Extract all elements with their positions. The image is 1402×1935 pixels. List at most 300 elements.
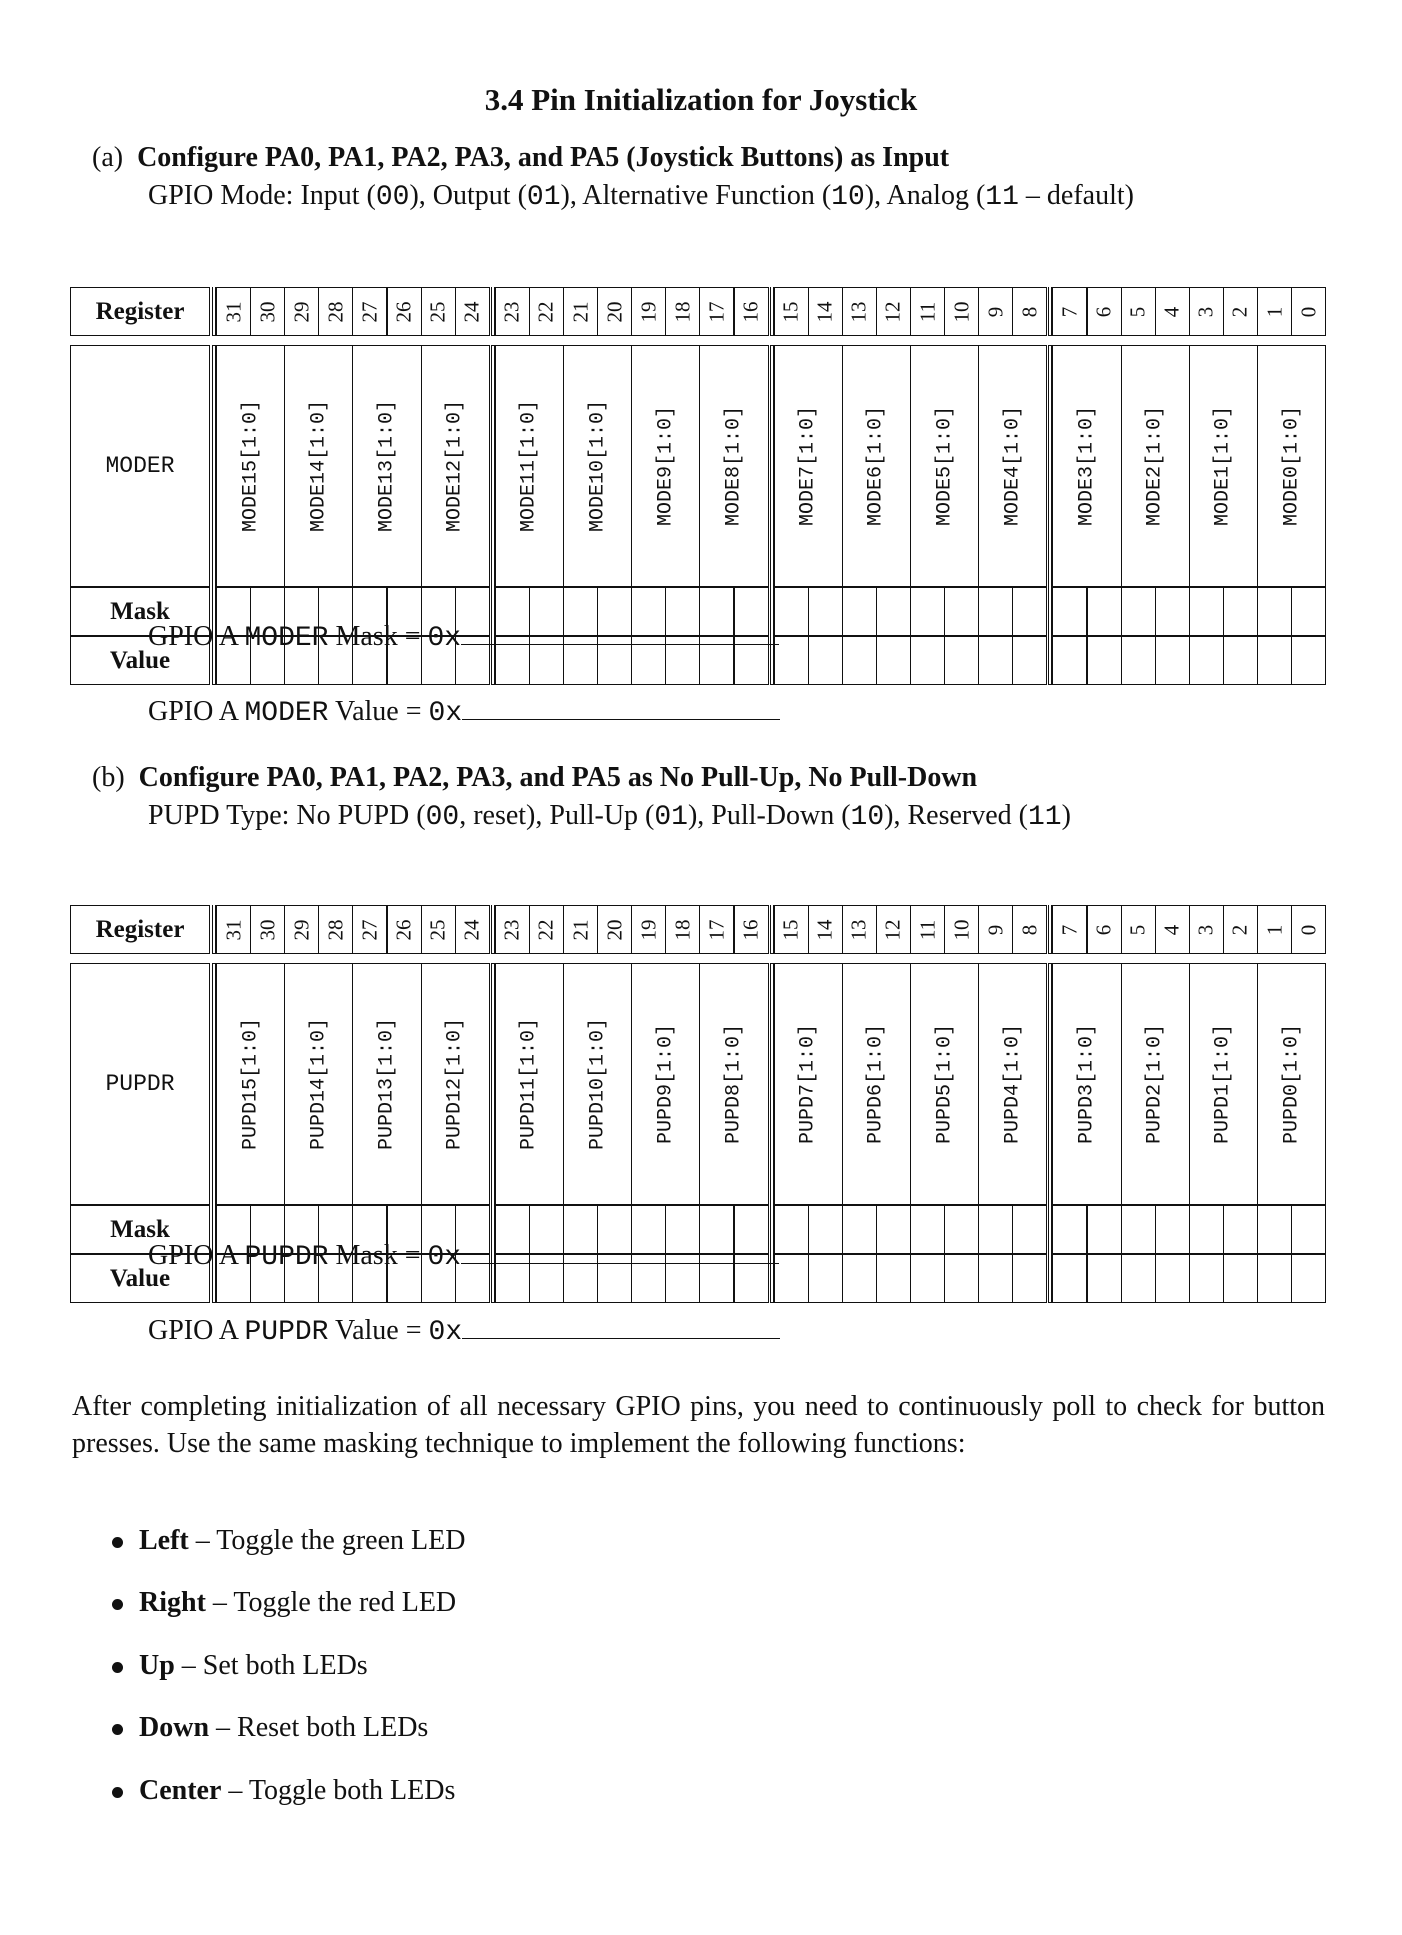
value-bit-cell[interactable] xyxy=(1121,636,1156,685)
mask-bit-cell[interactable] xyxy=(1121,1205,1156,1254)
label: Mask = xyxy=(328,621,428,652)
code: 11 xyxy=(985,182,1019,213)
bit-number: 1 xyxy=(1262,924,1287,935)
bit-number: 15 xyxy=(778,919,803,940)
note-text: ), Reserved ( xyxy=(884,800,1028,831)
bit-number-cell xyxy=(631,287,666,336)
field-cell xyxy=(421,345,490,587)
value-bit-cell[interactable] xyxy=(944,1254,979,1303)
field-cell xyxy=(774,963,843,1205)
double-rule xyxy=(770,905,774,954)
mask-bit-cell[interactable] xyxy=(910,1205,945,1254)
desc: – Reset both LEDs xyxy=(209,1712,429,1743)
label: GPIO A xyxy=(148,1315,245,1346)
field-cell xyxy=(1189,345,1258,587)
field-cell xyxy=(1052,345,1121,587)
field-cell xyxy=(842,345,911,587)
field-name: MODE9[1:0] xyxy=(654,405,678,527)
bit-number: 6 xyxy=(1091,924,1116,935)
bit-number-cell xyxy=(978,287,1013,336)
bit-number-cell xyxy=(1189,905,1224,954)
bit-number: 23 xyxy=(499,301,524,322)
bit-number: 20 xyxy=(602,919,627,940)
field-cell xyxy=(216,345,285,587)
list-item xyxy=(112,1712,428,1744)
bit-number: 1 xyxy=(1262,306,1287,317)
field-cell xyxy=(910,963,979,1205)
mask-bit-cell[interactable] xyxy=(944,587,979,636)
code: 01 xyxy=(526,182,561,213)
field-cell xyxy=(495,963,564,1205)
bullet-icon xyxy=(112,1599,123,1610)
value-bit-cell[interactable] xyxy=(1223,1254,1258,1303)
value-bit-cell[interactable] xyxy=(1257,636,1292,685)
field-name: MODE2[1:0] xyxy=(1143,405,1167,527)
hex-prefix: 0x xyxy=(428,698,463,729)
bit-number: 24 xyxy=(459,919,484,940)
bit-number-cell xyxy=(1189,287,1224,336)
value-bit-cell[interactable] xyxy=(1012,1254,1047,1303)
bit-number-cell xyxy=(808,287,843,336)
mask-bit-cell[interactable] xyxy=(1291,1205,1326,1254)
mask-bit-cell[interactable] xyxy=(978,1205,1013,1254)
double-rule xyxy=(491,287,495,336)
bit-number: 8 xyxy=(1017,924,1042,935)
value-bit-cell[interactable] xyxy=(1155,1254,1190,1303)
value-bit-cell[interactable] xyxy=(1121,1254,1156,1303)
term: Up xyxy=(139,1650,175,1681)
bit-number-cell xyxy=(944,287,979,336)
field-name: MODE15[1:0] xyxy=(239,399,263,533)
hex-prefix: 0x xyxy=(428,1317,463,1348)
bit-number: 26 xyxy=(391,301,416,322)
field-name: PUPD14[1:0] xyxy=(307,1017,331,1151)
mask-blank-field[interactable] xyxy=(461,618,779,645)
value-bit-cell[interactable] xyxy=(1155,636,1190,685)
bit-number-cell xyxy=(421,287,456,336)
term: Right xyxy=(139,1587,206,1618)
gpio-mode-note xyxy=(148,180,1134,213)
list-item xyxy=(112,1775,455,1807)
field-name: PUPD11[1:0] xyxy=(517,1017,541,1151)
double-rule xyxy=(770,287,774,336)
register-name: MODER xyxy=(244,698,329,729)
note-text: , reset), Pull-Up ( xyxy=(459,800,655,831)
value-bit-cell[interactable] xyxy=(1189,1254,1224,1303)
note-text: – default) xyxy=(1018,180,1134,211)
field-name: MODE0[1:0] xyxy=(1280,405,1304,527)
bit-number: 22 xyxy=(533,919,558,940)
mask-bit-cell[interactable] xyxy=(910,587,945,636)
bit-number-cell xyxy=(699,905,734,954)
field-cell xyxy=(563,963,632,1205)
register-header: Register xyxy=(95,915,185,943)
value-bit-cell[interactable] xyxy=(876,1254,911,1303)
value-bit-cell[interactable] xyxy=(978,636,1013,685)
field-cell xyxy=(1121,345,1190,587)
register-name-cell xyxy=(70,345,210,587)
bit-number-cell xyxy=(387,905,422,954)
bit-number-cell xyxy=(529,287,564,336)
part-a-heading xyxy=(92,142,949,174)
double-rule xyxy=(212,905,216,954)
bit-number: 28 xyxy=(323,301,348,322)
mask-bit-cell[interactable] xyxy=(944,1205,979,1254)
value-blank-field[interactable] xyxy=(462,693,780,720)
mask-bit-cell[interactable] xyxy=(1012,587,1047,636)
mask-bit-cell[interactable] xyxy=(808,587,843,636)
bit-number: 24 xyxy=(459,301,484,322)
mask-bit-cell[interactable] xyxy=(1189,587,1224,636)
bit-number-cell xyxy=(318,905,353,954)
field-name: PUPD0[1:0] xyxy=(1280,1023,1304,1145)
value-label: Value xyxy=(109,1264,171,1292)
register-name: PUPDR xyxy=(105,1071,175,1097)
bit-number: 10 xyxy=(949,301,974,322)
bit-number-cell xyxy=(665,287,700,336)
bit-number-cell xyxy=(910,905,945,954)
bit-number-cell xyxy=(352,287,387,336)
label: Value = xyxy=(328,696,429,727)
pupdr-mask-answer xyxy=(148,1237,779,1273)
register-name: PUPDR xyxy=(244,1317,329,1348)
mask-label: Mask xyxy=(110,1215,170,1243)
list-item xyxy=(112,1650,368,1682)
bit-number-cell xyxy=(1121,905,1156,954)
bit-number: 0 xyxy=(1296,306,1321,317)
value-bit-cell[interactable] xyxy=(1087,636,1122,685)
bit-number: 21 xyxy=(568,301,593,322)
field-cell xyxy=(421,963,490,1205)
bit-number: 12 xyxy=(880,919,905,940)
bit-number: 11 xyxy=(915,301,940,322)
register-name-cell xyxy=(70,963,210,1205)
mask-bit-cell[interactable] xyxy=(876,587,911,636)
bit-number-cell xyxy=(699,287,734,336)
field-name: MODE6[1:0] xyxy=(864,405,888,527)
code: 01 xyxy=(654,802,688,833)
bit-number-cell xyxy=(1121,287,1156,336)
bit-number-cell xyxy=(1012,905,1047,954)
field-name: PUPD15[1:0] xyxy=(239,1017,263,1151)
value-bit-cell[interactable] xyxy=(876,636,911,685)
value-label: Value xyxy=(109,646,171,674)
bit-number: 18 xyxy=(670,919,695,940)
mask-bit-cell[interactable] xyxy=(1155,1205,1190,1254)
field-cell xyxy=(284,345,353,587)
field-name: PUPD2[1:0] xyxy=(1143,1023,1167,1145)
field-cell xyxy=(842,963,911,1205)
bit-number: 17 xyxy=(704,301,729,322)
bit-number-cell xyxy=(318,287,353,336)
value-bit-cell[interactable] xyxy=(808,1254,843,1303)
bit-number-cell xyxy=(597,287,632,336)
bit-number-cell xyxy=(597,905,632,954)
value-bit-cell[interactable] xyxy=(1291,636,1326,685)
bit-number-cell xyxy=(734,905,769,954)
value-bit-cell[interactable] xyxy=(1087,1254,1122,1303)
value-bit-cell[interactable] xyxy=(1223,636,1258,685)
bit-number: 5 xyxy=(1125,924,1150,935)
double-rule xyxy=(1048,905,1052,954)
field-name: MODE10[1:0] xyxy=(586,399,610,533)
bullet-icon xyxy=(112,1537,123,1548)
bit-number: 28 xyxy=(323,919,348,940)
bullet-icon xyxy=(112,1662,123,1673)
field-cell xyxy=(352,963,421,1205)
bit-number: 9 xyxy=(983,306,1008,317)
moder-mask-answer xyxy=(148,618,779,654)
field-cell xyxy=(978,345,1047,587)
bit-number-cell xyxy=(1257,905,1292,954)
bit-number-cell xyxy=(563,287,598,336)
bit-number-cell xyxy=(216,287,251,336)
bit-number: 23 xyxy=(499,919,524,940)
value-blank-field[interactable] xyxy=(462,1312,780,1339)
bit-number: 31 xyxy=(221,919,246,940)
mask-bit-cell[interactable] xyxy=(978,587,1013,636)
mask-bit-cell[interactable] xyxy=(842,1205,877,1254)
desc: – Toggle both LEDs xyxy=(221,1775,456,1806)
bit-number-cell xyxy=(944,905,979,954)
field-name: MODE8[1:0] xyxy=(722,405,746,527)
bit-number-cell xyxy=(495,287,530,336)
mask-bit-cell[interactable] xyxy=(1257,1205,1292,1254)
bit-number-cell xyxy=(1257,287,1292,336)
term: Left xyxy=(139,1525,189,1556)
value-bit-cell[interactable] xyxy=(978,1254,1013,1303)
bit-number: 2 xyxy=(1227,924,1252,935)
bit-number-cell xyxy=(529,905,564,954)
mask-label: Mask xyxy=(110,597,170,625)
field-name: MODE5[1:0] xyxy=(933,405,957,527)
bit-number: 25 xyxy=(425,919,450,940)
field-name: PUPD4[1:0] xyxy=(1001,1023,1025,1145)
bit-number-cell xyxy=(910,287,945,336)
term: Down xyxy=(139,1712,210,1743)
code: 11 xyxy=(1027,802,1062,833)
value-bit-cell[interactable] xyxy=(910,1254,945,1303)
bit-number-cell xyxy=(978,905,1013,954)
value-bit-cell[interactable] xyxy=(1052,1254,1087,1303)
field-cell xyxy=(699,345,768,587)
field-name: MODE3[1:0] xyxy=(1075,405,1099,527)
bullet-icon xyxy=(112,1724,123,1735)
field-cell xyxy=(910,345,979,587)
bit-number: 19 xyxy=(636,919,661,940)
note-text: ), Alternative Function ( xyxy=(560,180,832,211)
note-text: GPIO Mode: Input ( xyxy=(148,180,376,211)
bit-number: 4 xyxy=(1159,306,1184,317)
label: Value = xyxy=(328,1315,429,1346)
field-cell xyxy=(1052,963,1121,1205)
value-bit-cell[interactable] xyxy=(808,636,843,685)
register-name: MODER xyxy=(105,453,175,479)
field-cell xyxy=(284,963,353,1205)
desc: – Set both LEDs xyxy=(174,1650,368,1681)
mask-bit-cell[interactable] xyxy=(1223,587,1258,636)
field-name: PUPD9[1:0] xyxy=(654,1023,678,1145)
bit-number: 22 xyxy=(533,301,558,322)
double-rule xyxy=(212,287,216,336)
register-name: PUPDR xyxy=(244,1242,329,1273)
field-cell xyxy=(1257,963,1326,1205)
value-bit-cell[interactable] xyxy=(944,636,979,685)
bit-number: 30 xyxy=(255,301,280,322)
field-name: MODE14[1:0] xyxy=(307,399,331,533)
value-bit-cell[interactable] xyxy=(1291,1254,1326,1303)
register-header-cell xyxy=(70,287,210,336)
register-header: Register xyxy=(95,297,185,325)
bit-number: 29 xyxy=(289,301,314,322)
mask-bit-cell[interactable] xyxy=(876,1205,911,1254)
bit-number: 7 xyxy=(1057,306,1082,317)
bit-number-cell xyxy=(284,287,319,336)
bit-number-cell xyxy=(387,287,422,336)
bit-number-cell xyxy=(842,905,877,954)
part-heading-text: Configure PA0, PA1, PA2, PA3, and PA5 as No Pull-Up, No Pull-Down xyxy=(138,762,978,793)
code: 10 xyxy=(831,182,865,213)
mask-bit-cell[interactable] xyxy=(808,1205,843,1254)
mask-bit-cell[interactable] xyxy=(1189,1205,1224,1254)
bit-number-cell xyxy=(876,905,911,954)
bit-number: 25 xyxy=(425,301,450,322)
mask-bit-cell[interactable] xyxy=(1155,587,1190,636)
bit-number-cell xyxy=(1052,287,1087,336)
bit-number-cell xyxy=(842,287,877,336)
mask-bit-cell[interactable] xyxy=(842,587,877,636)
bit-number-cell xyxy=(1087,905,1122,954)
bit-number: 12 xyxy=(880,301,905,322)
part-label: (b) xyxy=(92,762,125,793)
section-title: 3.4 Pin Initialization for Joystick xyxy=(484,82,918,117)
bit-number: 20 xyxy=(602,301,627,322)
value-bit-cell[interactable] xyxy=(1012,636,1047,685)
bit-number-cell xyxy=(563,905,598,954)
mask-bit-cell[interactable] xyxy=(1257,587,1292,636)
bit-number: 13 xyxy=(846,301,871,322)
bit-number-cell xyxy=(1223,905,1258,954)
bit-number-cell xyxy=(734,287,769,336)
mask-bit-cell[interactable] xyxy=(1121,587,1156,636)
field-name: PUPD1[1:0] xyxy=(1211,1023,1235,1145)
bit-number-cell xyxy=(1155,287,1190,336)
field-cell xyxy=(978,963,1047,1205)
mask-bit-cell[interactable] xyxy=(1223,1205,1258,1254)
bullet-icon xyxy=(112,1787,123,1798)
pupd-type-note xyxy=(148,800,1071,833)
mask-bit-cell[interactable] xyxy=(1052,587,1087,636)
bit-number-cell xyxy=(495,905,530,954)
bit-number: 9 xyxy=(983,924,1008,935)
bit-number: 4 xyxy=(1159,924,1184,935)
part-label: (a) xyxy=(92,142,124,173)
note-text: ) xyxy=(1061,800,1071,831)
bit-number: 10 xyxy=(949,919,974,940)
bit-number: 0 xyxy=(1296,924,1321,935)
mask-blank-field[interactable] xyxy=(461,1237,779,1264)
bit-number-cell xyxy=(631,905,666,954)
field-cell xyxy=(774,345,843,587)
bit-number-cell xyxy=(455,287,490,336)
bit-number: 27 xyxy=(357,919,382,940)
bit-number: 27 xyxy=(357,301,382,322)
list-item xyxy=(112,1587,456,1619)
label: Mask = xyxy=(328,1240,428,1271)
field-cell xyxy=(699,963,768,1205)
mask-bit-cell[interactable] xyxy=(1291,587,1326,636)
bit-number: 14 xyxy=(812,919,837,940)
field-cell xyxy=(631,345,700,587)
hex-prefix: 0x xyxy=(427,1242,462,1273)
term: Center xyxy=(139,1775,222,1806)
value-bit-cell[interactable] xyxy=(1189,636,1224,685)
bit-number-cell xyxy=(1155,905,1190,954)
moder-value-answer xyxy=(148,693,780,729)
mask-bit-cell[interactable] xyxy=(1012,1205,1047,1254)
part-b-heading xyxy=(92,762,977,794)
label: GPIO A xyxy=(148,696,245,727)
field-cell xyxy=(495,345,564,587)
field-name: PUPD7[1:0] xyxy=(796,1023,820,1145)
bit-number: 11 xyxy=(915,919,940,940)
bit-number: 3 xyxy=(1193,306,1218,317)
field-cell xyxy=(352,345,421,587)
bit-number: 8 xyxy=(1017,306,1042,317)
mask-bit-cell[interactable] xyxy=(1087,1205,1122,1254)
bit-number-cell xyxy=(216,905,251,954)
register-name: MODER xyxy=(244,623,329,654)
field-name: PUPD5[1:0] xyxy=(933,1023,957,1145)
bit-number-cell xyxy=(1087,287,1122,336)
bit-number-cell xyxy=(774,287,809,336)
value-bit-cell[interactable] xyxy=(910,636,945,685)
bit-number: 16 xyxy=(738,919,763,940)
double-rule xyxy=(1048,287,1052,336)
field-cell xyxy=(1189,963,1258,1205)
field-cell xyxy=(1121,963,1190,1205)
mask-bit-cell[interactable] xyxy=(1052,1205,1087,1254)
field-name: PUPD8[1:0] xyxy=(722,1023,746,1145)
bit-number: 15 xyxy=(778,301,803,322)
bit-number: 19 xyxy=(636,301,661,322)
note-text: PUPD Type: No PUPD ( xyxy=(148,800,426,831)
pupdr-value-answer xyxy=(148,1312,780,1348)
bit-number-cell xyxy=(1052,905,1087,954)
value-bit-cell[interactable] xyxy=(842,636,877,685)
bit-number-cell xyxy=(421,905,456,954)
bit-number-cell xyxy=(774,905,809,954)
value-bit-cell[interactable] xyxy=(1257,1254,1292,1303)
part-heading-text: Configure PA0, PA1, PA2, PA3, and PA5 (Joystick Buttons) as Input xyxy=(137,142,950,173)
list-item xyxy=(112,1525,465,1557)
instructions-paragraph: After completing initialization of all necessary GPIO pins, you need to continuously poll to check for button presses. Use the same masking technique to implement the following functions: xyxy=(72,1391,1325,1459)
value-bit-cell[interactable] xyxy=(842,1254,877,1303)
field-name: MODE13[1:0] xyxy=(375,399,399,533)
bit-number: 29 xyxy=(289,919,314,940)
bit-number: 30 xyxy=(255,919,280,940)
field-cell xyxy=(631,963,700,1205)
bit-number: 14 xyxy=(812,301,837,322)
register-header-cell xyxy=(70,905,210,954)
mask-bit-cell[interactable] xyxy=(1087,587,1122,636)
double-rule xyxy=(491,905,495,954)
bit-number: 3 xyxy=(1193,924,1218,935)
desc: – Toggle the green LED xyxy=(188,1525,466,1556)
bit-number: 31 xyxy=(221,301,246,322)
value-bit-cell[interactable] xyxy=(1052,636,1087,685)
field-name: MODE4[1:0] xyxy=(1001,405,1025,527)
